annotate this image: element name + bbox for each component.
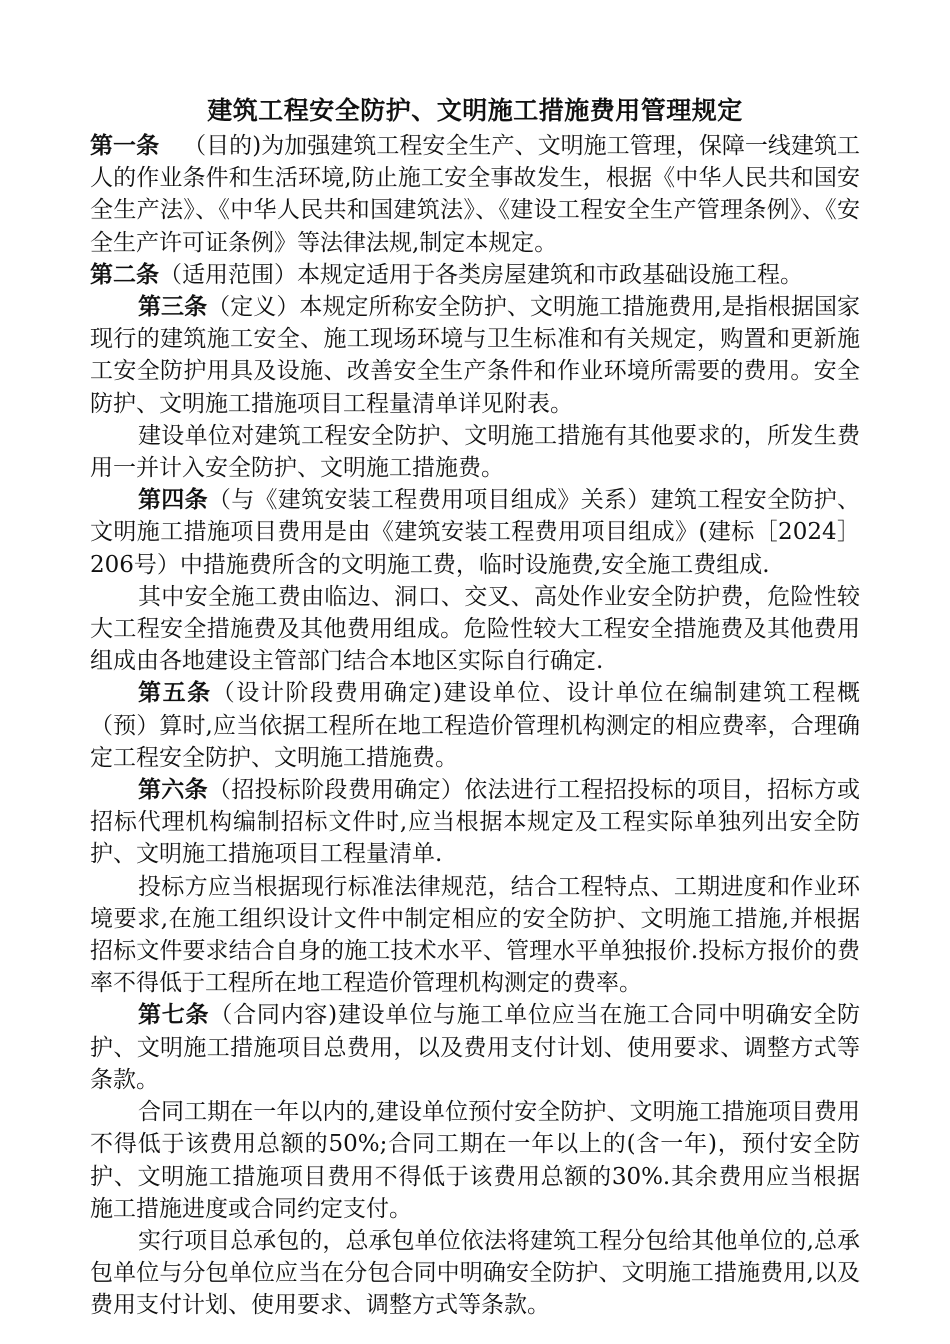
article-4	[90, 484, 860, 581]
article-7-heading: 第七条	[138, 1002, 210, 1029]
article-3-text: （定义）本规定所称安全防护、文明施工措施费用,是指根据国家现行的建筑施工安全、施工现场环境与卫生标准和有关规定，购置和更新施工安全防护用具及设施、改善安全生产条件和作业环境所需要的费用。安全防护、文明施工措施项目工程量清单详见附表。	[90, 294, 861, 417]
article-2-heading: 第二条	[90, 261, 159, 288]
article-4-paragraph-2-text: 其中安全施工费由临边、洞口、交叉、高处作业安全防护费，危险性较大工程安全措施费及其他费用组成。危险性较大工程安全措施费及其他费用组成由各地建设主管部门结合本地区实际自行确定.	[90, 583, 860, 675]
article-4-heading: 第四条	[138, 487, 208, 514]
article-3-paragraph-2-text: 建设单位对建筑工程安全防护、文明施工措施有其他要求的，所发生费用一并计入安全防护、文明施工措施费。	[90, 422, 860, 482]
article-6-text: （招投标阶段费用确定）依法进行工程招投标的项目，招标方或招标代理机构编制招标文件时,应当根据本规定及工程实际单独列出安全防护、文明施工措施项目工程量清单.	[90, 777, 861, 868]
article-7-paragraph-2-text: 合同工期在一年以内的,建设单位预付安全防护、文明施工措施项目费用不得低于该费用总额的50%;合同工期在一年以上的(含一年)，预付安全防护、文明施工措施项目费用不得低于该费用总额的30%.其余费用应当根据施工措施进度或合同约定支付。	[90, 1099, 860, 1222]
article-3-paragraph-2	[90, 420, 860, 484]
article-6	[90, 774, 860, 871]
article-3	[90, 291, 860, 420]
article-7-text: （合同内容)建设单位与施工单位应当在施工合同中明确安全防护、文明施工措施项目总费用，以及费用支付计划、使用要求、调整方式等条款。	[90, 1002, 860, 1093]
article-1-text: （目的)为加强建筑工程安全生产、文明施工管理，保障一线建筑工人的作业条件和生活环境,防止施工安全事故发生，根据《中华人民共和国安全生产法》、《中华人民共和国建筑法》、《建设工程安全生产管理条例》、《安全生产许可证条例》等法律法规,制定本规定。	[90, 133, 861, 256]
article-1-heading: 第一条	[90, 133, 160, 159]
article-2	[90, 259, 860, 291]
document-title: 建筑工程安全防护、文明施工措施费用管理规定	[207, 96, 743, 125]
article-5-heading: 第五条	[138, 680, 212, 707]
article-5-text: （设计阶段费用确定)建设单位、设计单位在编制建筑工程概（预）算时,应当依据工程所在地工程造价管理机构测定的相应费率，合理确定工程安全防护、文明施工措施费。	[90, 680, 860, 771]
article-7-paragraph-2	[90, 1096, 860, 1225]
article-6-paragraph-2	[90, 871, 860, 1000]
article-7-paragraph-3-text: 实行项目总承包的，总承包单位依法将建筑工程分包给其他单位的,总承包单位与分包单位应当在分包合同中明确安全防护、文明施工措施费用,以及费用支付计划、使用要求、调整方式等条款。	[90, 1227, 860, 1319]
article-5	[90, 677, 860, 774]
article-1	[90, 130, 860, 259]
document-page	[90, 92, 860, 1322]
article-2-text: （适用范围）本规定适用于各类房屋建筑和市政基础设施工程。	[159, 261, 803, 288]
article-6-paragraph-2-text: 投标方应当根据现行标准法律规范，结合工程特点、工期进度和作业环境要求,在施工组织设计文件中制定相应的安全防护、文明施工措施,并根据招标文件要求结合自身的施工技术水平、管理水平单独报价.投标方报价的费率不得低于工程所在地工程造价管理机构测定的费率。	[90, 873, 860, 997]
article-6-heading: 第六条	[138, 777, 208, 804]
article-4-text: （与《建筑安装工程费用项目组成》关系）建筑工程安全防护、文明施工措施项目费用是由《建筑安装工程费用项目组成》(建标［2024］206号）中措施费所含的文明施工费，临时设施费,安全施工费组成.	[90, 487, 861, 578]
article-7-paragraph-3	[90, 1225, 860, 1322]
article-4-paragraph-2	[90, 581, 860, 678]
article-7	[90, 999, 860, 1096]
article-3-heading: 第三条	[138, 294, 208, 321]
